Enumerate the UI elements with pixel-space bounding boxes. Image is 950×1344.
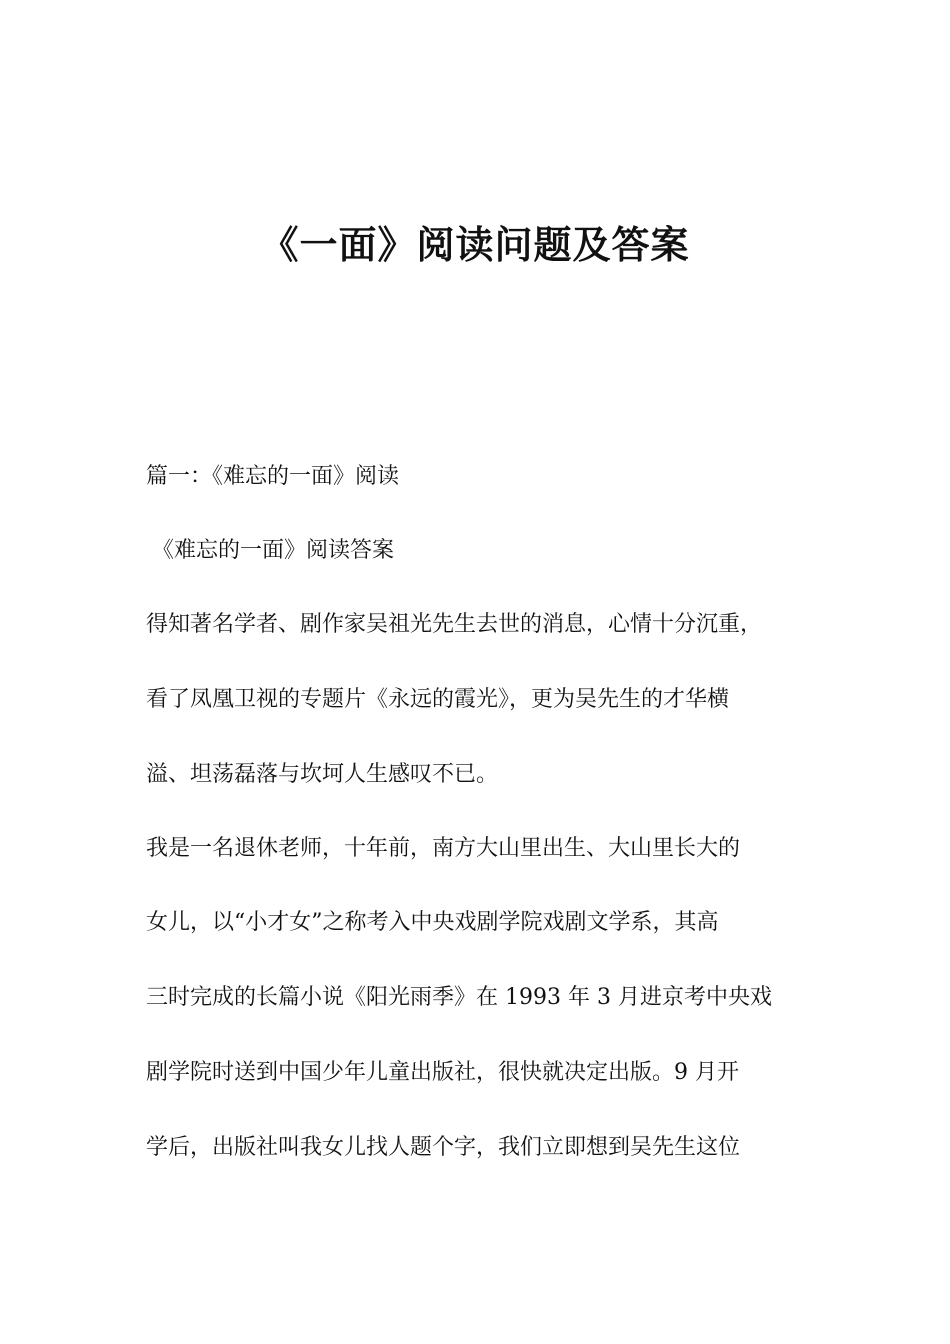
- subheading: 《难忘的一面》阅读答案: [152, 538, 395, 563]
- paragraph-line: 学后，出版社叫我女儿找人题个字，我们立即想到吴先生这位: [146, 1135, 741, 1160]
- paragraph-line: 溢、坦荡磊落与坎坷人生感叹不已。: [146, 762, 499, 787]
- section-heading: 篇一：《难忘的一面》阅读: [146, 464, 400, 489]
- paragraph-line: 三时完成的长篇小说《阳光雨季》在 1993 年 3 月进京考中央戏: [146, 985, 772, 1010]
- document-title: 《一面》阅读问题及答案: [260, 223, 690, 267]
- paragraph-line: 剧学院时送到中国少年儿童出版社，很快就决定出版。9 月开: [146, 1060, 739, 1085]
- paragraph-line: 得知著名学者、剧作家吴祖光先生去世的消息，心情十分沉重，: [146, 612, 763, 637]
- paragraph-line: 看了凤凰卫视的专题片《永远的霞光》，更为吴先生的才华横: [146, 687, 730, 712]
- paragraph-line: 女儿，以“小才女”之称考入中央戏剧学院戏剧文学系，其高: [146, 910, 719, 935]
- paragraph-line: 我是一名退休老师，十年前，南方大山里出生、大山里长大的: [146, 836, 741, 861]
